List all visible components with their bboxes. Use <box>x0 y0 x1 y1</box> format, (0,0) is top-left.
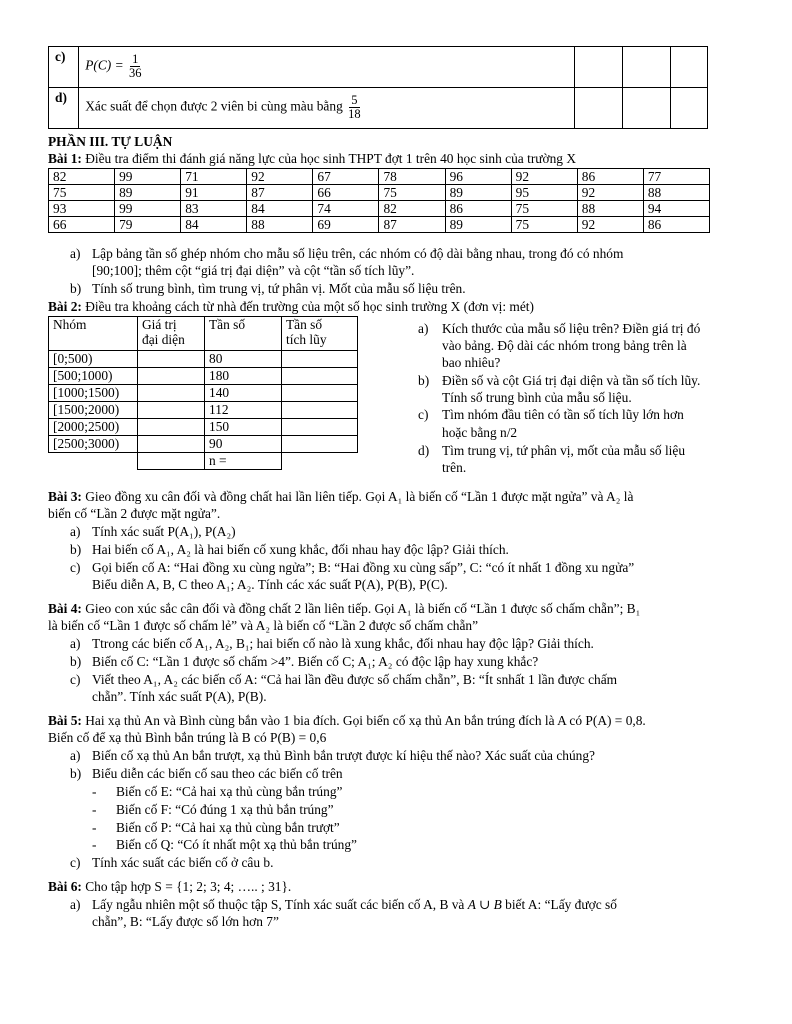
bai4-c-marker: c) <box>70 672 81 687</box>
bai4-line2: là biến cố “Lần 1 được số chấm lẻ” và A₂ là biến cố “Lần 2 được số chấm chẵn” <box>48 618 479 633</box>
score-cell: 86 <box>643 217 709 233</box>
header-cum: Tần số <box>286 317 323 332</box>
event-text: Biến cố Q: “Có ít nhất một xạ thủ bắn trúng” <box>116 837 357 852</box>
score-cell: 89 <box>445 217 511 233</box>
freq-row <box>49 402 358 419</box>
bai2-intro <box>48 299 534 315</box>
header-freq: Tần số <box>209 317 246 332</box>
bai3-a: Tính xác suất P(A₁), P(A₂) <box>92 524 236 539</box>
score-cell: 86 <box>577 169 643 185</box>
score-cell: 88 <box>643 185 709 201</box>
bai6-a1-post: biết A: “Lấy được số <box>505 897 617 912</box>
cum-freq-cell[interactable] <box>282 402 358 419</box>
total-label: n = <box>209 453 227 468</box>
exercise-label: Bài 3: <box>48 489 82 504</box>
bai3-line1 <box>48 489 633 505</box>
score-cell: 66 <box>49 217 115 233</box>
rep-value-cell[interactable] <box>138 402 205 419</box>
group-cell: [0;500) <box>49 351 138 368</box>
exercise-text: Cho tập hợp S = {1; 2; 3; 4; ….. ; 31}. <box>85 879 292 894</box>
rep-value-cell[interactable] <box>138 385 205 402</box>
score-cell: 75 <box>511 201 577 217</box>
bai5-line2: Biến cố để xạ thủ Bình bắn trúng là B có P(B) = 0,6 <box>48 730 327 745</box>
freq-cell: 140 <box>205 385 282 402</box>
q-a-line1: Kích thước của mẫu số liệu trên? Điền giá trị đó <box>442 321 701 336</box>
answer-row-d <box>49 88 708 129</box>
freq-row <box>49 351 358 368</box>
bai3-c1: Gọi biến cố A: “Hai đồng xu cùng ngửa”; B: “Hai đồng xu cùng sấp”, C: “có ít nhất 1 đồng xu ngửa” <box>92 560 635 575</box>
cum-freq-cell[interactable] <box>282 368 358 385</box>
exercise-text: Điều tra khoảng cách từ nhà đến trường của một số học sinh trường X (đơn vị: mét) <box>85 299 534 314</box>
bai6-line1 <box>48 879 291 895</box>
expr-prefix: P(C) = <box>85 57 127 73</box>
score-cell: 93 <box>49 201 115 217</box>
event-item <box>92 802 334 818</box>
q-b-line1: Điền số và cột Giá trị đại diện và tần số tích lũy. <box>442 373 701 388</box>
event-text: Biến cố E: “Cả hai xạ thủ cùng bắn trúng” <box>116 784 343 799</box>
cum-freq-cell[interactable] <box>282 419 358 436</box>
freq-cell: 90 <box>205 436 282 453</box>
group-cell: [1000;1500) <box>49 385 138 402</box>
frequency-table <box>48 316 358 470</box>
bai1-intro <box>48 151 576 167</box>
score-cell: 86 <box>445 201 511 217</box>
score-cell: 75 <box>379 185 445 201</box>
score-cell: 88 <box>577 201 643 217</box>
freq-cell: 80 <box>205 351 282 368</box>
cum-freq-cell[interactable] <box>282 351 358 368</box>
total-row <box>49 453 358 470</box>
bai3-c-marker: c) <box>70 560 81 575</box>
exercise-text: Gieo đồng xu cân đối và đồng chất hai lần liên tiếp. Gọi A₁ là biến cố “Lần 1 được mặt ngửa” và A₂ là <box>85 489 634 504</box>
bai5-b: Biểu diễn các biến cố sau theo các biến cố trên <box>92 766 343 781</box>
bai3-a-marker: a) <box>70 524 81 539</box>
score-cell: 83 <box>181 201 247 217</box>
group-cell: [2500;3000) <box>49 436 138 453</box>
bai6-a2: chẵn”, B: “Lấy được số lớn hơn 7” <box>92 914 279 929</box>
bai4-a-marker: a) <box>70 636 81 651</box>
bai3-line2: biến cố “Lần 2 được mặt ngửa”. <box>48 506 221 521</box>
score-cell: 71 <box>181 169 247 185</box>
row-label: d) <box>55 90 67 105</box>
freq-cell: 112 <box>205 402 282 419</box>
score-cell: 82 <box>379 201 445 217</box>
score-cell: 96 <box>445 169 511 185</box>
q-c-marker: c) <box>418 407 429 422</box>
freq-row <box>49 385 358 402</box>
score-cell: 89 <box>445 185 511 201</box>
rep-value-cell[interactable] <box>138 368 205 385</box>
score-cell: 69 <box>313 217 379 233</box>
bai4-b: Biến cố C: “Lần 1 được số chấm >4”. Biến cố C; A₁; A₂ có độc lập hay xung khắc? <box>92 654 539 669</box>
bai5-a-marker: a) <box>70 748 81 763</box>
score-cell: 77 <box>643 169 709 185</box>
bai4-c1: Viết theo A₁, A₂ các biến cố A: “Cả hai lần đều được số chấm chẵn”, B: “Ít snhất 1 lần được chấm <box>92 672 618 687</box>
bai1-b-marker: b) <box>70 281 82 296</box>
score-cell: 75 <box>511 217 577 233</box>
score-cell: 92 <box>247 169 313 185</box>
bai5-c-marker: c) <box>70 855 81 870</box>
score-cell: 89 <box>115 185 181 201</box>
section-title: PHẦN III. TỰ LUẬN <box>48 134 173 149</box>
bai3-b: Hai biến cố A₁, A₂ là hai biến cố xung khắc, đối nhau hay độc lập? Giải thích. <box>92 542 509 557</box>
score-cell: 99 <box>115 169 181 185</box>
score-cell: 75 <box>49 185 115 201</box>
answer-table <box>48 46 708 129</box>
bai1-a-marker: a) <box>70 246 81 261</box>
score-cell: 82 <box>49 169 115 185</box>
scores-row <box>49 185 710 201</box>
q-d-line1: Tìm trung vị, tứ phân vị, mốt của mẫu số liệu <box>442 443 686 458</box>
score-cell: 67 <box>313 169 379 185</box>
exercise-text: Gieo con xúc sắc cân đối và đồng chất 2 lần liên tiếp. Gọi A₁ là biến cố “Lần 1 được số chấm chẵn”; B₁ <box>85 601 641 616</box>
bai3-b-marker: b) <box>70 542 82 557</box>
event-item <box>92 784 343 800</box>
cum-freq-cell[interactable] <box>282 436 358 453</box>
scores-row <box>49 201 710 217</box>
q-a-line3: bao nhiêu? <box>442 355 501 370</box>
bai5-line1 <box>48 713 646 729</box>
score-cell: 92 <box>577 185 643 201</box>
q-d-line2: trên. <box>442 460 467 475</box>
rep-value-cell[interactable] <box>138 419 205 436</box>
score-cell: 92 <box>511 169 577 185</box>
dash-bullet: - <box>92 820 97 835</box>
exercise-label: Bài 4: <box>48 601 82 616</box>
score-cell: 66 <box>313 185 379 201</box>
header-row <box>49 317 358 351</box>
dash-bullet: - <box>92 802 97 817</box>
bai4-b-marker: b) <box>70 654 82 669</box>
event-text: Biến cố F: “Có đúng 1 xạ thủ bắn trúng” <box>116 802 334 817</box>
bai5-a: Biến cố xạ thủ An bắn trượt, xạ thủ Bình bắn trượt được kí hiệu thế nào? Xác suất của chúng? <box>92 748 596 763</box>
score-cell: 95 <box>511 185 577 201</box>
bai6-a-marker: a) <box>70 897 81 912</box>
exercise-label: Bài 5: <box>48 713 82 728</box>
score-cell: 84 <box>247 201 313 217</box>
score-cell: 74 <box>313 201 379 217</box>
bai3-c2: Biểu diễn A, B, C theo A₁; A₂. Tính các xác suất P(A), P(B), P(C). <box>92 577 448 592</box>
score-cell: 94 <box>643 201 709 217</box>
cum-freq-cell[interactable] <box>282 385 358 402</box>
rep-value-cell[interactable] <box>138 436 205 453</box>
scores-row <box>49 169 710 185</box>
bai5-b-marker: b) <box>70 766 82 781</box>
bai1-a-line2: [90;100]; thêm cột “giá trị đại diện” và cột “tần số tích lũy”. <box>92 263 415 278</box>
bai4-line1 <box>48 601 640 617</box>
exercise-text: Điều tra điểm thi đánh giá năng lực của học sinh THPT đợt 1 trên 40 học sinh của trường X <box>85 151 577 166</box>
bai4-a: Ttrong các biến cố A₁, A₂, B₁; hai biến cố nào là xung khắc, đối nhau hay độc lập? Giải thích. <box>92 636 594 651</box>
exercise-label: Bài 1: <box>48 151 82 166</box>
q-b-marker: b) <box>418 373 430 388</box>
score-cell: 78 <box>379 169 445 185</box>
q-b-line2: Tính số trung bình của mẫu số liệu. <box>442 390 632 405</box>
group-cell: [500;1000) <box>49 368 138 385</box>
rep-value-cell[interactable] <box>138 351 205 368</box>
group-cell: [2000;2500) <box>49 419 138 436</box>
union-expression: A ∪ B <box>467 897 502 912</box>
event-text: Biến cố P: “Cả hai xạ thủ cùng bắn trượt” <box>116 820 340 835</box>
fraction: $\frac{5}{18}$ <box>348 93 361 121</box>
header-cum-2: tích lũy <box>286 332 327 347</box>
row-text: Xác suất để chọn được 2 viên bi cùng màu bằng <box>85 98 343 114</box>
bai5-c: Tính xác suất các biến cố ở câu b. <box>92 855 274 870</box>
dash-bullet: - <box>92 784 97 799</box>
q-a-line2: vào bảng. Độ dài các nhóm trong bảng trên là <box>442 338 687 353</box>
exercise-label: Bài 6: <box>48 879 82 894</box>
row-label: c) <box>55 49 66 64</box>
group-cell: [1500;2000) <box>49 402 138 419</box>
score-cell: 91 <box>181 185 247 201</box>
score-cell: 84 <box>181 217 247 233</box>
score-cell: 79 <box>115 217 181 233</box>
header-group: Nhóm <box>53 317 87 332</box>
q-d-marker: d) <box>418 443 430 458</box>
freq-cell: 150 <box>205 419 282 436</box>
freq-row <box>49 419 358 436</box>
bai4-c2: chẵn”. Tính xác suất P(A), P(B). <box>92 689 267 704</box>
exercise-text: Hai xạ thủ An và Bình cùng bắn vào 1 bia đích. Gọi biến cố xạ thủ An bắn trúng đích là A có P(A) = 0,8. <box>85 713 646 728</box>
q-c-line1: Tìm nhóm đầu tiên có tần số tích lũy lớn hơn <box>442 407 684 422</box>
freq-row <box>49 436 358 453</box>
score-cell: 88 <box>247 217 313 233</box>
q-c-line2: hoặc bằng n/2 <box>442 425 518 440</box>
fraction: $\frac{1}{36}$ <box>129 52 142 80</box>
scores-table <box>48 168 710 233</box>
header-rep: Giá trị <box>142 317 177 332</box>
exercise-label: Bài 2: <box>48 299 82 314</box>
score-cell: 92 <box>577 217 643 233</box>
event-item <box>92 820 340 836</box>
bai1-a-line1: Lập bảng tần số ghép nhóm cho mẫu số liệu trên, các nhóm có độ dài bằng nhau, trong đó có nhóm <box>92 246 624 261</box>
dash-bullet: - <box>92 837 97 852</box>
answer-row-c <box>49 47 708 88</box>
bai6-a1-pre: Lấy ngẫu nhiên một số thuộc tập S, Tính xác suất các biến cố A, B và <box>92 897 465 912</box>
freq-cell: 180 <box>205 368 282 385</box>
q-a-marker: a) <box>418 321 429 336</box>
event-item <box>92 837 357 853</box>
score-cell: 87 <box>379 217 445 233</box>
scores-row <box>49 217 710 233</box>
freq-row <box>49 368 358 385</box>
header-rep-2: đại diện <box>142 332 185 347</box>
score-cell: 99 <box>115 201 181 217</box>
score-cell: 87 <box>247 185 313 201</box>
bai1-b-text: Tính số trung bình, tìm trung vị, tứ phân vị. Mốt của mẫu số liệu trên. <box>92 281 466 296</box>
bai6-a1 <box>92 897 617 913</box>
